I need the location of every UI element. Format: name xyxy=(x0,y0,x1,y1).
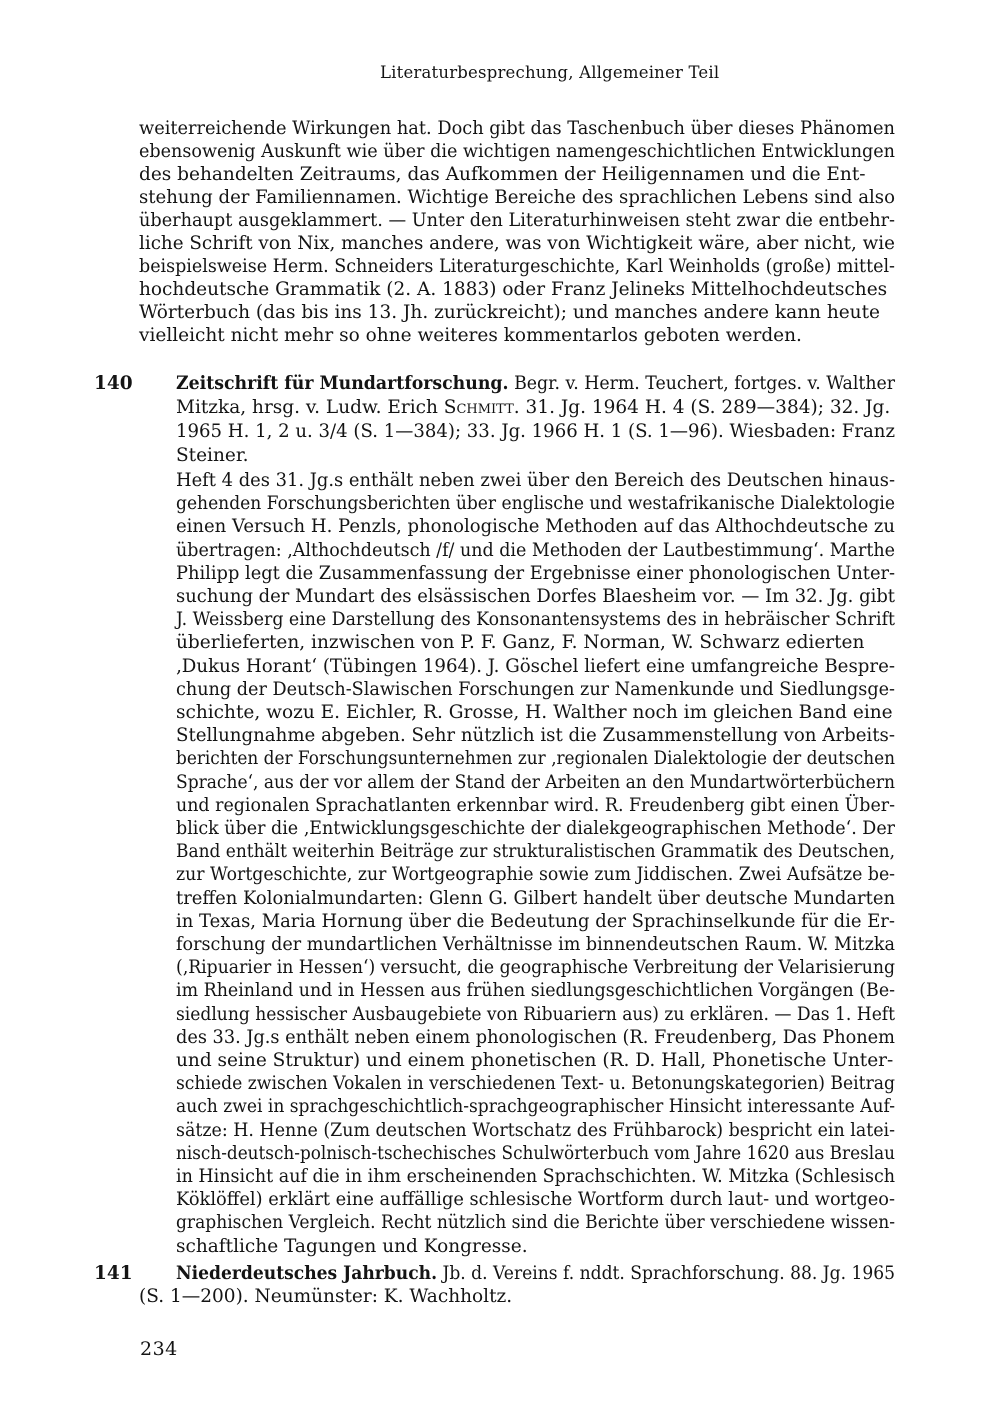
text-line: vielleicht nicht mehr so ohne weiteres kommentarlos geboten werden. xyxy=(139,325,802,346)
text-line: des behandelten Zeitraums, das Aufkommen der Heiligennamen und die Ent- xyxy=(139,164,866,185)
text-line: in Texas, Maria Hornung über die Bedeutung der Sprachinselkunde für die Er- xyxy=(176,910,895,932)
text-line: auch zwei in sprachgeschichtlich-sprachgeographischer Hinsicht interessante Auf- xyxy=(176,1096,896,1118)
text-line: liche Schrift von Nix, manches andere, was von Wichtigkeit wäre, aber nicht, wie xyxy=(139,233,895,254)
entry-number: 140 xyxy=(94,373,133,394)
text-line: in Hinsicht auf die in ihm erscheinenden Sprachschichten. W. Mitzka (Schlesisch xyxy=(176,1166,896,1187)
text-line: Heft 4 des 31. Jg.s enthält neben zwei über den Bereich des Deutschen hinaus- xyxy=(176,470,896,491)
journal-title: Zeitschrift für Mundartforschung. xyxy=(176,373,509,394)
text-line: (S. 1—200). Neumünster: K. Wachholtz. xyxy=(139,1286,513,1307)
text-line: berichten der Forschungsunternehmen zur ‚regionalen Dialektologie der deutschen xyxy=(176,748,895,770)
text-line: siedlung hessischer Ausbaugebiete von Ribuariern aus) zu erklären. — Das 1. Heft xyxy=(176,1003,896,1025)
text-line: weiterreichende Wirkungen hat. Doch gibt das Taschenbuch über dieses Phänomen xyxy=(139,118,895,139)
text-line: Philipp legt die Zusammenfassung der Ergebnisse einer phonologischen Unter- xyxy=(176,562,896,584)
text-line: gehenden Forschungsberichten über englische und westafrikanische Dialektologie xyxy=(176,493,896,515)
text-line: des 33. Jg.s enthält neben einem phonologischen (R. Freudenberg, Das Phonem xyxy=(176,1026,895,1048)
page-number: 234 xyxy=(140,1338,178,1360)
entry-heading-line: 140 Zeitschrift für Mundartforschung. Begr. v. Herm. Teuchert, fortges. v. Walther xyxy=(94,373,896,394)
text-line: Sprache‘, aus der vor allem der Stand der Arbeiten an den Mundartwörterbüchern xyxy=(176,771,895,793)
text-line: J. Weissberg eine Darstellung des Konsonantensystems des in hebräischer Schrift xyxy=(176,609,895,631)
text-line: blick über die ‚Entwicklungsgeschichte der dialekgeographischen Methode‘. Der xyxy=(176,818,896,839)
text-line: chung der Deutsch-Slawischen Forschungen zur Namenkunde und Siedlungsge- xyxy=(176,678,895,700)
text-line: ebensowenig Auskunft wie über die wichtigen namengeschichtlichen Entwicklungen xyxy=(139,141,895,162)
text-line: überhaupt ausgeklammert. — Unter den Literaturhinweisen steht zwar die entbehr- xyxy=(139,210,896,231)
running-head: Literaturbesprechung, Allgemeiner Teil xyxy=(380,63,720,82)
journal-title: Niederdeutsches Jahrbuch. xyxy=(176,1263,438,1284)
text-line: und seine Struktur) und einem phonetischen (R. D. Hall, Phonetische Unter- xyxy=(176,1050,894,1071)
text-line: schichte, wozu E. Eichler, R. Grosse, H. Walther noch im gleichen Band eine xyxy=(176,702,893,723)
text-line: (‚Ripuarier in Hessen‘) versucht, die geographische Verbreitung der Velarisierung xyxy=(176,957,896,979)
text-line: Steiner. xyxy=(176,445,249,466)
text-line: im Rheinland und in Hessen aus frühen siedlungsgeschichtlichen Vorgängen (Be- xyxy=(176,980,895,1002)
text-line: stehung der Familiennamen. Wichtige Bereiche des sprachlichen Lebens sind also xyxy=(139,187,895,208)
text-line: suchung der Mundart des elsässischen Dorfes Blaesheim vor. — Im 32. Jg. gibt xyxy=(176,586,896,607)
text-line: und regionalen Sprachatlanten erkennbar wird. R. Freudenberg gibt einen Über- xyxy=(176,794,895,816)
text-line: Stellungnahme abgeben. Sehr nützlich ist die Zusammenstellung von Arbeits- xyxy=(176,725,896,747)
text-line: Mitzka, hrsg. v. Ludw. Erich Schmitt. 31. Jg. 1964 H. 4 (S. 289—384); 32. Jg. xyxy=(176,397,891,418)
text-line: ‚Dukus Horant‘ (Tübingen 1964). J. Göschel liefert eine umfangreiche Bespre- xyxy=(176,655,896,677)
text-line: hochdeutsche Grammatik (2. A. 1883) oder Franz Jelineks Mittelhochdeutsches xyxy=(139,279,888,300)
text-line: übertragen: ‚Althochdeutsch /f/ und die Methoden der Lautbestimmung‘. Marthe xyxy=(176,539,896,561)
text-line: graphischen Vergleich. Recht nützlich sind die Berichte über verschiedene wissen- xyxy=(176,1212,896,1234)
text-line: Köklöffel) erklärt eine auffällige schlesische Wortform durch laut- und wortgeo- xyxy=(176,1189,896,1211)
text-line: beispielsweise Herm. Schneiders Literaturgeschichte, Karl Weinholds (große) mittel- xyxy=(139,256,895,277)
text-line: nisch-deutsch-polnisch-tschechisches Schulwörterbuch vom Jahre 1620 aus Breslau xyxy=(176,1142,896,1164)
text-line: zur Wortgeschichte, zur Wortgeographie sowie zum Jiddischen. Zwei Aufsätze be- xyxy=(176,864,896,886)
text-line: schiede zwischen Vokalen in verschiedenen Text- u. Betonungskategorien) Beitrag xyxy=(176,1073,896,1095)
text-line: Band enthält weiterhin Beiträge zur strukturalistischen Grammatik des Deutschen, xyxy=(176,841,895,863)
entry-number: 141 xyxy=(94,1263,133,1284)
text-line: treffen Kolonialmundarten: Glenn G. Gilbert handelt über deutsche Mundarten xyxy=(176,887,896,909)
text-line: einen Versuch H. Penzls, phonologische Methoden auf das Althochdeutsche zu xyxy=(176,516,896,538)
entry-heading-line: 141 Niederdeutsches Jahrbuch. Jb. d. Vereins f. nddt. Sprachforschung. 88. Jg. 1965 xyxy=(94,1263,896,1284)
text-line: forschung der mundartlichen Verhältnisse im binnendeutschen Raum. W. Mitzka xyxy=(176,934,895,955)
text-line: sätze: H. Henne (Zum deutschen Wortschatz des Frühbarock) bespricht ein latei- xyxy=(176,1119,895,1141)
text-line: Wörterbuch (das bis ins 13. Jh. zurückreicht); und manches andere kann heute xyxy=(139,302,880,323)
text-line: überlieferten, inzwischen von P. F. Ganz, F. Norman, W. Schwarz edierten xyxy=(176,632,865,654)
text-line: 1965 H. 1, 2 u. 3/4 (S. 1—384); 33. Jg. 1966 H. 1 (S. 1—96). Wiesbaden: Franz xyxy=(176,421,895,442)
text-line: schaftliche Tagungen und Kongresse. xyxy=(176,1235,528,1257)
